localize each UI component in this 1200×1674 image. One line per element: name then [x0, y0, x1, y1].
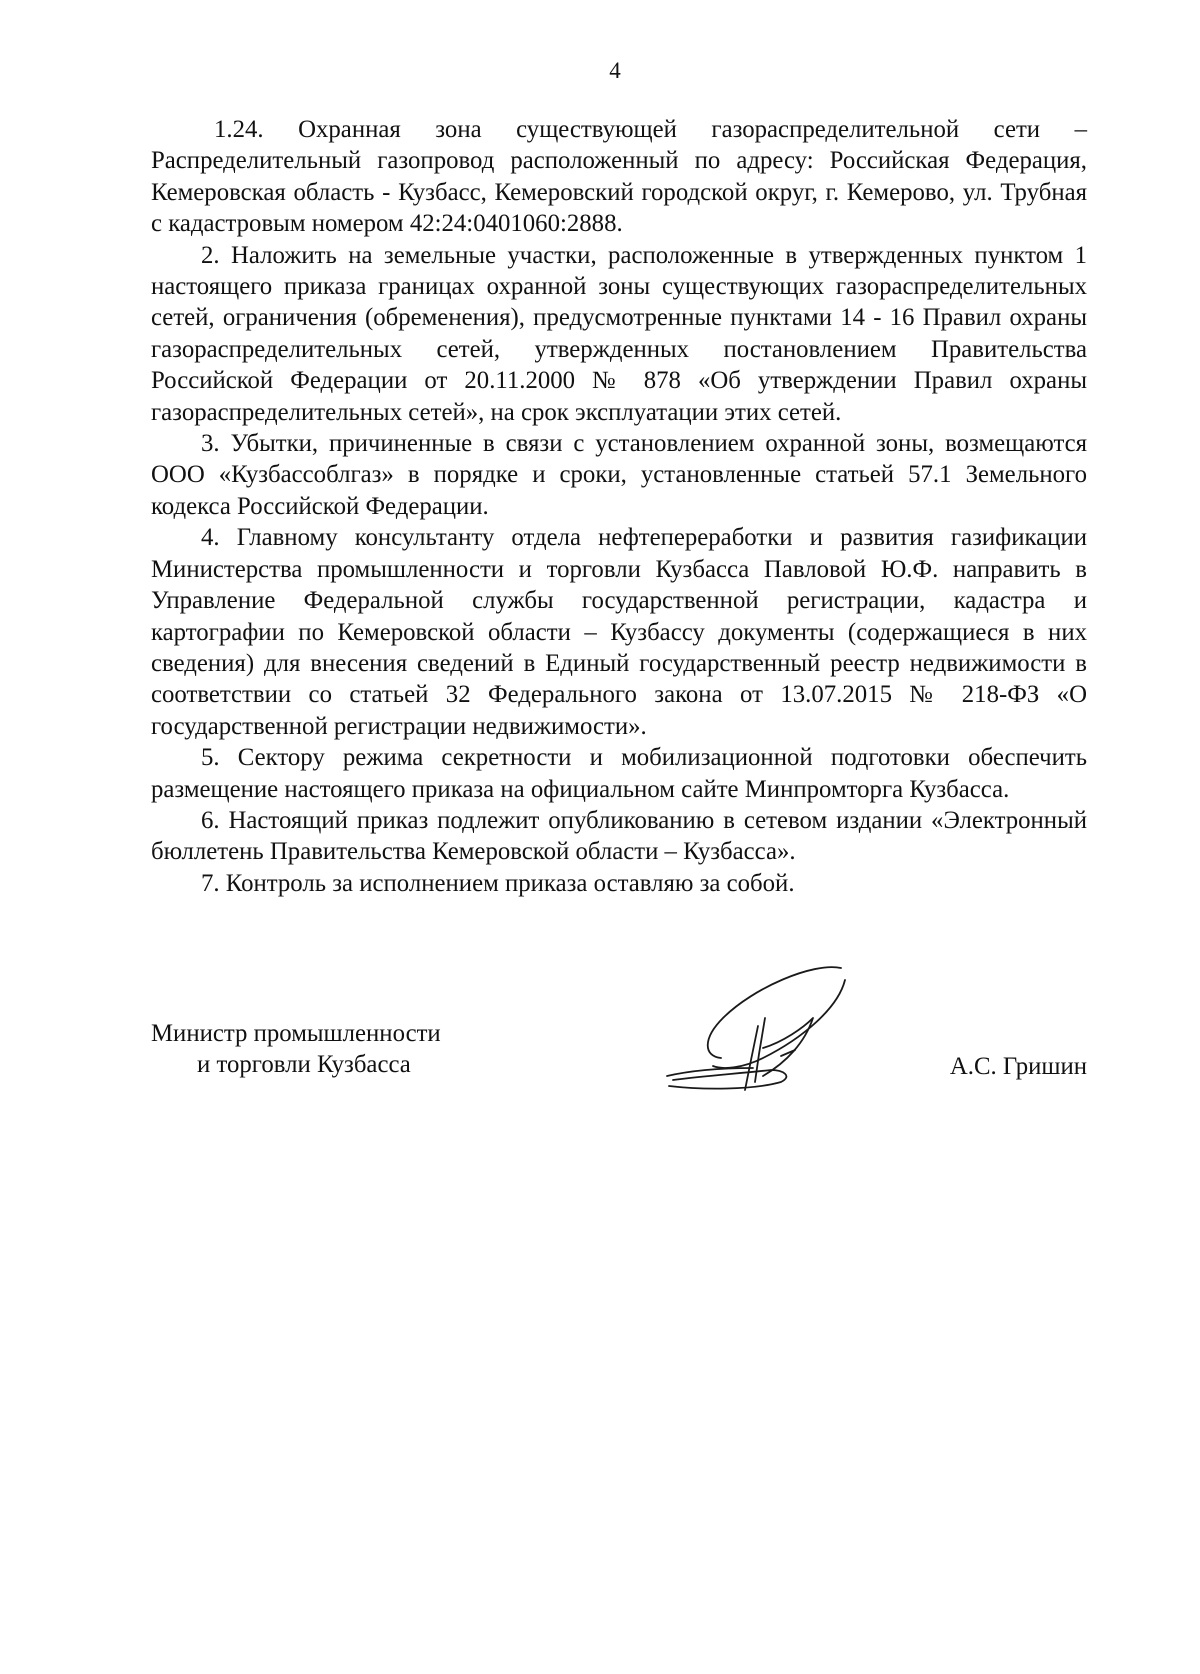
signer-name: А.С. Гришин: [949, 1053, 1087, 1080]
paragraph-1-24: 1.24. Охранная зона существующей газораспределительной сети – Распределительный газопровод расположенный по адресу: Российская Федерация, Кемеровская область - Кузбасс, Кемеровский городской округ, г. Кемерово, ул. Трубная с кадастровым номером 42:24:0401060:2888.: [151, 116, 1087, 238]
paragraph-5: 5. Сектору режима секретности и мобилизационной подготовки обеспечить размещение настоящего приказа на официальном сайте Минпромторга Кузбасса.: [151, 744, 1087, 803]
signer-position-line1: Министр промышленности: [151, 1020, 441, 1047]
page-number: 4: [609, 58, 621, 83]
document-body: [151, 114, 1087, 899]
paragraph-7: 7. Контроль за исполнением приказа оставляю за собой.: [201, 869, 795, 897]
paragraph-4: 4. Главному консультанту отдела нефтепереработки и развития газификации Министерства промышленности и торговли Кузбасса Павловой Ю.Ф. направить в Управление Федеральной службы государственной регистрации, кадастра и картографии по Кемеровской области – Кузбассу документы (содержащиеся в них сведения) для внесения сведений в Единый государственный реестр недвижимости в соответствии со статьей 32 Федерального закона от 13.07.2015 № 218-ФЗ «О государственной регистрации недвижимости».: [151, 524, 1087, 740]
paragraph-2: 2. Наложить на земельные участки, расположенные в утвержденных пунктом 1 настоящего приказа границах охранной зоны существующих газораспределительных сетей, ограничения (обременения), предусмотренные пунктами 14 - 16 Правил охраны газораспределительных сетей, утвержденных постановлением Правительства Российской Федерации от 20.11.2000 № 878 «Об утверждении Правил охраны газораспределительных сетей», на срок эксплуатации этих сетей.: [151, 241, 1087, 426]
signer-position-line2: и торговли Кузбасса: [197, 1051, 411, 1078]
handwritten-signature: [663, 958, 863, 1108]
paragraph-3: 3. Убытки, причиненные в связи с установлением охранной зоны, возмещаются ООО «Кузбассоблгаз» в порядке и сроки, установленные статьей 57.1 Земельного кодекса Российской Федерации.: [151, 430, 1087, 520]
signature-block: [151, 1018, 1087, 1138]
paragraph-6: 6. Настоящий приказ подлежит опубликованию в сетевом издании «Электронный бюллетень Правительства Кемеровской области – Кузбасса».: [151, 806, 1087, 866]
